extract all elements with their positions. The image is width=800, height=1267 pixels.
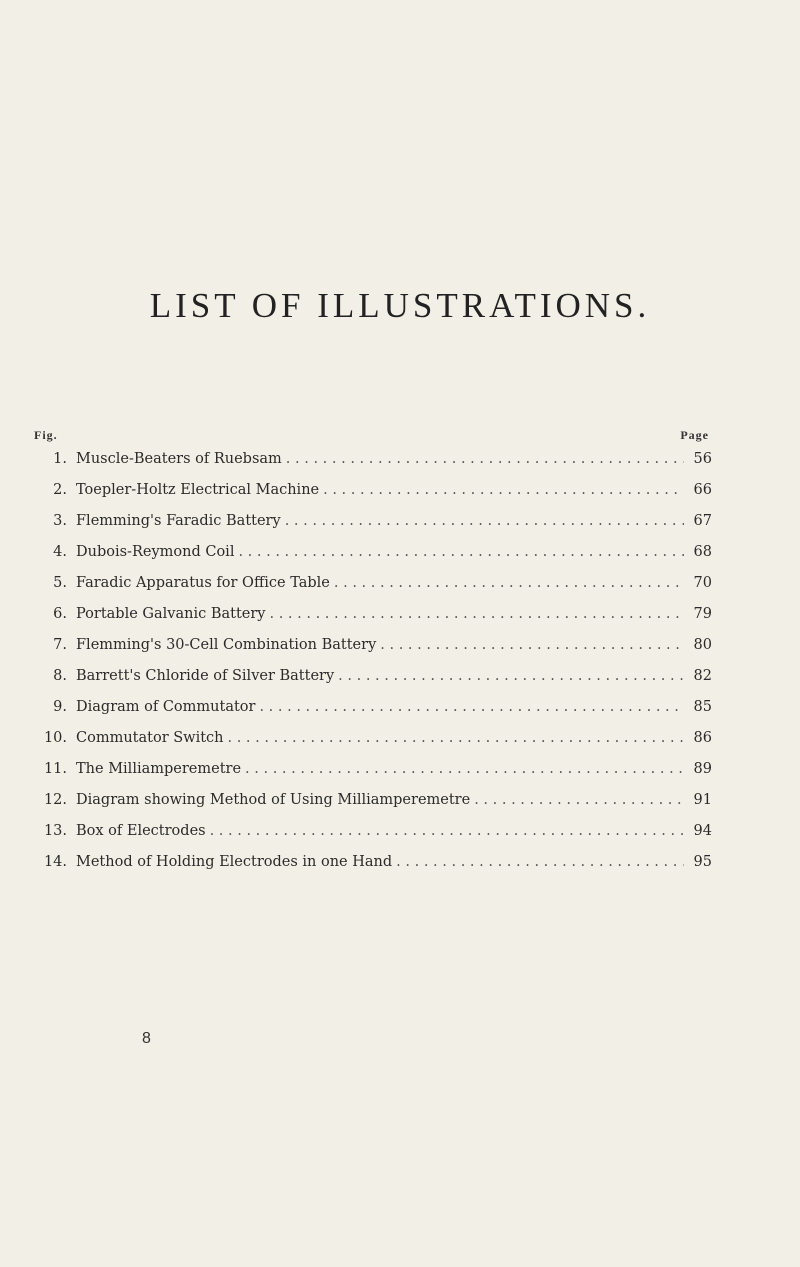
illustration-title: Dubois-Reymond Coil [76,544,235,560]
dot-leader [210,822,684,840]
page-reference: 80 [693,637,712,653]
illustration-title: Diagram of Commutator [76,699,256,715]
figure-number: 8. [53,668,67,684]
figure-number: 14. [43,854,67,870]
page-reference: 95 [693,854,712,870]
illustration-title: Barrett's Chloride of Silver Battery [76,668,335,684]
dot-leader [334,574,684,592]
dot-leader [474,791,684,809]
page-reference: 70 [693,575,712,591]
list-item [40,450,712,481]
page-reference: 66 [693,482,712,498]
dot-leader [338,667,684,685]
illustration-title: Commutator Switch [76,730,224,746]
page-reference: 56 [693,451,712,467]
list-item [40,822,712,853]
dot-leader [269,605,684,623]
figure-number: 3. [53,513,67,529]
figure-number: 10. [43,730,67,746]
dot-leader [238,543,684,561]
fig-column-header: Fig. [34,428,58,442]
illustrations-list [40,450,712,884]
dot-leader [285,512,684,530]
figure-number: 7. [53,637,67,653]
illustration-title: Diagram showing Method of Using Milliamperemetre [76,792,471,808]
illustration-title: Flemming's 30-Cell Combination Battery [76,637,377,653]
illustration-title: Toepler-Holtz Electrical Machine [76,482,320,498]
dot-leader [286,450,684,468]
page-title: LIST OF ILLUSTRATIONS. [149,286,651,325]
figure-number: 13. [43,823,67,839]
page-reference: 91 [693,792,712,808]
list-item [40,791,712,822]
page-reference: 68 [693,544,712,560]
list-item [40,667,712,698]
page-reference: 94 [693,823,712,839]
dot-leader [245,760,684,778]
list-item [40,760,712,791]
illustration-title: Method of Holding Electrodes in one Hand [76,854,393,870]
figure-number: 1. [53,451,67,467]
list-item [40,729,712,760]
list-item [40,698,712,729]
list-item [40,512,712,543]
list-item [40,605,712,636]
figure-number: 6. [53,606,67,622]
page-reference: 85 [693,699,712,715]
illustration-title: Flemming's Faradic Battery [76,513,281,529]
figure-number: 9. [53,699,67,715]
list-item [40,853,712,884]
illustration-title: The Milliamperemetre [76,761,242,777]
list-item [40,481,712,512]
page-column-header: Page [680,428,709,442]
page-reference: 67 [693,513,712,529]
figure-number: 11. [43,761,67,777]
figure-number: 2. [53,482,67,498]
page-reference: 89 [693,761,712,777]
page-number: 8 [142,1030,151,1047]
dot-leader [380,636,684,654]
dot-leader [228,729,685,747]
page-reference: 82 [693,668,712,684]
dot-leader [396,853,684,871]
list-item [40,636,712,667]
illustration-title: Muscle-Beaters of Ruebsam [76,451,282,467]
figure-number: 5. [53,575,67,591]
page-reference: 86 [693,730,712,746]
illustration-title: Portable Galvanic Battery [76,606,266,622]
figure-number: 4. [53,544,67,560]
illustration-title: Box of Electrodes [76,823,206,839]
dot-leader [259,698,684,716]
dot-leader [323,481,684,499]
list-item [40,543,712,574]
illustration-title: Faradic Apparatus for Office Table [76,575,330,591]
list-item [40,574,712,605]
figure-number: 12. [43,792,67,808]
page-reference: 79 [693,606,712,622]
